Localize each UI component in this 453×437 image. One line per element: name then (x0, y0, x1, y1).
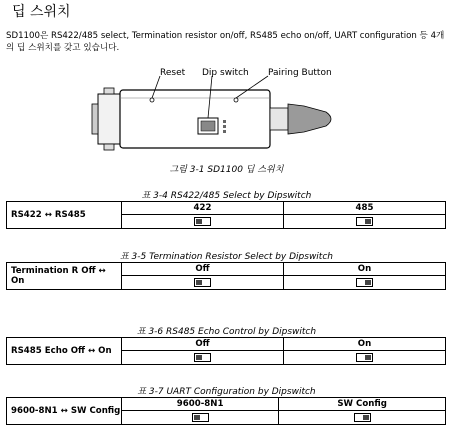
dip-switch-on-icon (356, 353, 373, 362)
label-reset: Reset (160, 68, 186, 78)
table-caption: 표 3-5 Termination Resistor Select by Dipswitch (120, 252, 333, 262)
col-label: On (284, 263, 446, 276)
db9-connector (98, 94, 120, 144)
antenna (288, 104, 331, 134)
row-label: Termination R Off ↔ On (7, 263, 122, 290)
dip-table-echo (6, 337, 446, 365)
col-label: Off (122, 338, 284, 351)
dip-switch-off-icon (192, 413, 209, 422)
dip-switch-off-icon (194, 217, 211, 226)
pairing-button (234, 98, 238, 102)
antenna-connector (270, 108, 288, 130)
row-label: RS422 ↔ RS485 (7, 202, 122, 229)
col-label: 9600-8N1 (122, 398, 279, 411)
table-caption: 표 3-6 RS485 Echo Control by Dipswitch (136, 327, 317, 337)
col-label: Off (122, 263, 284, 276)
intro-paragraph: SD1100은 RS422/485 select, Termination resistor on/off, RS485 echo on/off, UART configuration 등 4개의 딥 스위치를 갖고 있습니다. (6, 31, 445, 53)
label-dip-switch: Dip switch (202, 68, 249, 78)
col-label: 485 (284, 202, 446, 215)
col-label: SW Config (279, 398, 446, 411)
figure-caption: 그림 3-1 SD1100 딥 스위치 (169, 165, 284, 175)
row-label: 9600-8N1 ↔ SW Config (7, 398, 122, 425)
dip-switch-on-icon (356, 217, 373, 226)
col-label: On (284, 338, 446, 351)
reset-hole (150, 98, 154, 102)
col-label: 422 (122, 202, 284, 215)
dip-switch-on-icon (354, 413, 371, 422)
dip-switch-off-icon (194, 353, 211, 362)
dip-table-uart (6, 397, 446, 425)
section-heading: 딥 스위치 (12, 4, 71, 20)
table-caption: 표 3-7 UART Configuration by Dipswitch (137, 387, 316, 397)
dip-table-rs422-485 (6, 201, 446, 229)
table-caption: 표 3-4 RS422/485 Select by Dipswitch (141, 191, 312, 201)
row-label: RS485 Echo Off ↔ On (7, 338, 122, 365)
dip-switch-on-icon (356, 278, 373, 287)
dip-table-termination (6, 262, 446, 290)
device-body (120, 90, 270, 148)
dip-switch-off-icon (194, 278, 211, 287)
device-figure (90, 64, 340, 156)
label-pairing-button: Pairing Button (268, 68, 332, 78)
